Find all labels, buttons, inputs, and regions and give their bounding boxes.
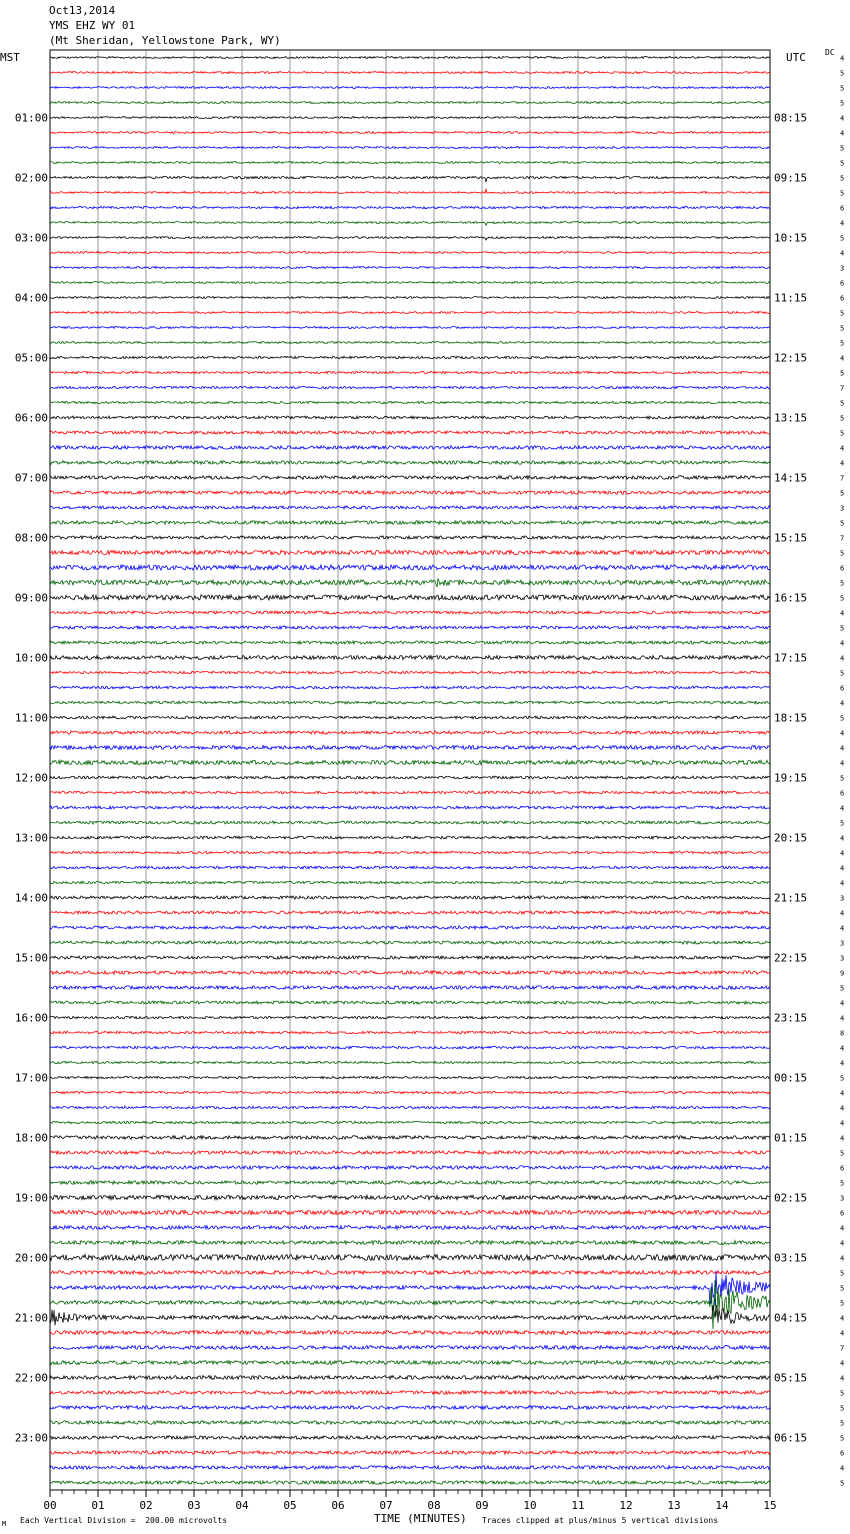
seismic-trace [50,760,770,764]
seismic-trace [50,1466,770,1470]
dc-offset-label: 4 [840,909,845,918]
seismic-trace [50,866,770,869]
dc-offset-label: 6 [840,1209,845,1218]
mst-hour-label: 06:00 [14,411,48,425]
x-tick-label: 04 [235,1499,249,1512]
dc-offset-label: 4 [840,1374,845,1383]
seismic-trace [50,565,770,570]
dc-offset-label: 5 [840,84,845,93]
plot-frame [50,50,770,1490]
seismic-trace [50,431,770,434]
dc-offset-label: 5 [840,399,845,408]
dc-offset-label: 5 [840,99,845,108]
dc-offset-label: 4 [840,1119,845,1128]
utc-hour-label: 02:15 [774,1191,808,1205]
dc-offset-label: 5 [840,1299,845,1308]
seismic-trace [50,189,770,194]
seismic-trace [50,956,770,959]
seismic-trace [50,941,770,944]
x-tick-label: 07 [379,1499,393,1512]
seismic-trace [50,821,770,824]
seismic-trace [50,1436,770,1440]
seismic-trace [50,1195,770,1199]
seismic-trace [50,117,770,119]
dc-offset-label: 6 [840,279,845,288]
dc-offset-label: 5 [840,159,845,168]
dc-offset-label: 5 [840,1269,845,1278]
x-tick-label: 03 [187,1499,201,1512]
x-tick-label: 06 [331,1499,345,1512]
mst-hour-label: 14:00 [14,891,48,905]
mst-hour-label: 05:00 [14,351,48,365]
seismic-trace [50,1346,770,1350]
dc-offset-label: 5 [840,819,845,828]
seismic-trace [50,701,770,704]
seismic-trace [50,222,770,226]
header-date: Oct13,2014 [49,4,116,17]
seismic-trace [50,1391,770,1395]
seismic-trace [50,461,770,465]
seismic-trace [50,312,770,314]
seismic-trace [50,776,770,779]
dc-offset-label: 5 [840,714,845,723]
seismic-trace [50,550,770,554]
dc-offset-label: 4 [840,864,845,873]
utc-hour-label: 15:15 [774,531,808,545]
dc-offset-label: 4 [840,1314,845,1323]
mst-hour-label: 21:00 [14,1311,48,1325]
seismic-trace [50,1031,770,1034]
dc-offset-label: 5 [840,1434,845,1443]
seismic-trace [50,72,770,74]
dc-offset-label: 7 [840,534,845,543]
x-tick-label: 14 [715,1499,729,1512]
dc-offset-label: 7 [840,1344,845,1353]
mst-hour-label: 09:00 [14,591,48,605]
seismic-trace [50,1166,770,1170]
seismic-trace [50,87,770,89]
dc-offset-label: 4 [840,1224,845,1233]
dc-offset-label: 4 [840,729,845,738]
seismic-trace [50,252,770,254]
utc-label: UTC [786,51,806,64]
dc-offset-label: 4 [840,459,845,468]
seismic-trace [50,1376,770,1380]
seismic-trace [50,971,770,975]
seismic-trace [50,911,770,914]
dc-offset-label: 5 [840,984,845,993]
dc-offset-label: 4 [840,1104,845,1113]
mst-hour-label: 18:00 [14,1131,48,1145]
dc-offset-label: 4 [840,1089,845,1098]
utc-hour-label: 12:15 [774,351,808,365]
seismic-trace [50,716,770,719]
utc-hour-label: 01:15 [774,1131,808,1145]
dc-offset-label: 6 [840,204,845,213]
seismic-trace [50,327,770,329]
dc-offset-label: 4 [840,1254,845,1263]
x-tick-label: 08 [427,1499,441,1512]
dc-offset-label: 6 [840,1449,845,1458]
dc-offset-label: 3 [840,939,845,948]
seismic-trace [50,1076,770,1078]
seismic-trace [50,791,770,794]
dc-offset-label: 5 [840,519,845,528]
seismic-trace [50,896,770,899]
seismic-trace [50,926,770,929]
clip-note: Traces clipped at plus/minus 5 vertical divisions [482,1516,719,1525]
dc-offset-label: 4 [840,639,845,648]
seismic-trace [50,1106,770,1109]
utc-hour-label: 23:15 [774,1011,808,1025]
x-tick-label: 10 [523,1499,537,1512]
dc-offset-label: 4 [840,834,845,843]
dc-offset-label: 5 [840,174,845,183]
mst-hour-label: 07:00 [14,471,48,485]
dc-offset-label: 5 [840,69,845,78]
seismic-trace [50,282,770,284]
dc-offset-label: 5 [840,324,845,333]
seismic-trace [50,1001,770,1004]
utc-hour-label: 22:15 [774,951,808,965]
seismic-trace [50,237,770,241]
mst-hour-label: 15:00 [14,951,48,965]
dc-offset-label: 4 [840,924,845,933]
dc-offset-label: 5 [840,1419,845,1428]
mst-hour-label: 19:00 [14,1191,48,1205]
utc-hour-label: 17:15 [774,651,808,665]
utc-hour-label: 19:15 [774,771,808,785]
mst-hour-label: 03:00 [14,231,48,245]
seismic-trace [50,595,770,600]
dc-offset-label: 5 [840,1074,845,1083]
utc-hour-label: 14:15 [774,471,808,485]
seismic-trace [50,1331,770,1335]
seismic-trace [50,1181,770,1185]
dc-offset-label: 4 [840,654,845,663]
seismic-trace [50,1091,770,1093]
seismic-trace [50,386,770,388]
seismic-trace [50,1210,770,1214]
seismic-trace [50,147,770,149]
dc-offset-label: 3 [840,894,845,903]
dc-offset-label: 4 [840,609,845,618]
seismic-trace [50,476,770,480]
mst-hour-label: 17:00 [14,1071,48,1085]
seismic-trace [50,176,770,182]
x-tick-label: 00 [43,1499,57,1512]
dc-offset-label: 5 [840,144,845,153]
dc-offset-label: 7 [840,474,845,483]
seismic-trace [50,641,770,644]
seismic-trace [50,626,770,629]
dc-offset-label: 4 [840,249,845,258]
dc-offset-label: 4 [840,54,845,63]
seismic-trace [50,731,770,734]
dc-offset-label: 8 [840,1029,845,1038]
mst-hour-label: 04:00 [14,291,48,305]
seismic-trace [50,521,770,525]
seismic-trace [50,836,770,839]
x-tick-label: 15 [763,1499,777,1512]
dc-offset-label: 5 [840,624,845,633]
seismic-trace [50,1121,770,1124]
utc-hour-label: 04:15 [774,1311,808,1325]
dc-offset-label: 4 [840,1464,845,1473]
seismic-trace [50,1421,770,1425]
seismic-trace [50,1151,770,1155]
seismic-trace [50,1271,770,1275]
dc-offset-label: 4 [840,219,845,228]
dc-label: DC [825,48,835,57]
x-tick-label: 01 [91,1499,105,1512]
seismic-trace [50,267,770,269]
dc-offset-label: 5 [840,489,845,498]
dc-offset-label: 6 [840,294,845,303]
dc-offset-label: 5 [840,369,845,378]
seismic-trace [50,1305,770,1325]
dc-offset-label: 3 [840,264,845,273]
utc-hour-label: 10:15 [774,231,808,245]
dc-offset-label: 4 [840,114,845,123]
dc-offset-label: 3 [840,1194,845,1203]
header-location: (Mt Sheridan, Yellowstone Park, WY) [49,34,281,47]
utc-hour-label: 05:15 [774,1371,808,1385]
mst-hour-label: 13:00 [14,831,48,845]
mst-hour-label: 20:00 [14,1251,48,1265]
seismic-trace [50,356,770,359]
dc-offset-label: 4 [840,1239,845,1248]
seismic-trace [50,132,770,134]
seismic-trace [50,1241,770,1245]
dc-offset-label: 5 [840,309,845,318]
seismic-trace [50,102,770,104]
utc-hour-label: 03:15 [774,1251,808,1265]
dc-offset-label: 4 [840,1059,845,1068]
x-tick-label: 02 [139,1499,153,1512]
seismic-trace [50,506,770,509]
utc-hour-label: 09:15 [774,171,808,185]
mst-label: MST [0,51,20,64]
utc-hour-label: 08:15 [774,111,808,125]
header-station: YMS EHZ WY 01 [49,19,136,32]
x-tick-label: 12 [619,1499,633,1512]
utc-hour-label: 21:15 [774,891,808,905]
dc-offset-label: 5 [840,1389,845,1398]
dc-offset-label: 4 [840,759,845,768]
x-axis-label: TIME (MINUTES) [374,1512,467,1525]
dc-offset-label: 5 [840,774,845,783]
scale-note: Each Vertical Division = 200.00 microvolts [20,1516,228,1525]
seismic-trace [50,1136,770,1140]
dc-offset-label: 4 [840,1329,845,1338]
x-tick-label: 11 [571,1499,585,1512]
seismic-trace [50,986,770,990]
mst-hour-label: 01:00 [14,111,48,125]
dc-offset-label: 6 [840,789,845,798]
seismic-trace [50,1481,770,1485]
seismic-trace [50,1406,770,1410]
seismic-trace [50,686,770,689]
utc-hour-label: 06:15 [774,1431,808,1445]
seismic-trace [50,1255,770,1261]
dc-offset-label: 3 [840,954,845,963]
x-tick-label: 09 [475,1499,489,1512]
utc-hour-label: 00:15 [774,1071,808,1085]
dc-offset-label: 3 [840,504,845,513]
seismic-trace [50,491,770,495]
dc-offset-label: 4 [840,1044,845,1053]
utc-hour-label: 20:15 [774,831,808,845]
seismic-trace [50,1226,770,1230]
seismic-trace [50,1451,770,1455]
seismic-trace [50,401,770,403]
seismic-trace [50,611,770,614]
mst-hour-label: 16:00 [14,1011,48,1025]
seismic-trace [50,536,770,539]
mst-hour-label: 11:00 [14,711,48,725]
seismic-trace [50,446,770,450]
dc-offset-label: 5 [840,579,845,588]
x-tick-label: 05 [283,1499,297,1512]
dc-offset-label: 4 [840,1359,845,1368]
utc-hour-label: 18:15 [774,711,808,725]
utc-hour-label: 13:15 [774,411,808,425]
utc-hour-label: 11:15 [774,291,808,305]
mst-hour-label: 23:00 [14,1431,48,1445]
seismic-trace [50,206,770,208]
mst-hour-label: 10:00 [14,651,48,665]
seismic-trace [50,1061,770,1063]
dc-offset-label: 9 [840,969,845,978]
corner-mark: M [2,1520,7,1528]
seismic-trace [50,671,770,674]
seismic-trace [50,656,770,660]
dc-offset-label: 4 [840,129,845,138]
dc-offset-label: 5 [840,414,845,423]
seismic-trace [50,297,770,299]
dc-offset-label: 4 [840,354,845,363]
dc-offset-label: 5 [840,1404,845,1413]
x-tick-label: 13 [667,1499,681,1512]
dc-offset-label: 5 [840,1284,845,1293]
utc-hour-label: 16:15 [774,591,808,605]
dc-offset-label: 4 [840,444,845,453]
seismic-trace [50,881,770,884]
seismic-trace [50,851,770,854]
mst-hour-label: 12:00 [14,771,48,785]
mst-hour-label: 08:00 [14,531,48,545]
seismic-trace [50,342,770,344]
dc-offset-label: 4 [840,1134,845,1143]
seismic-trace [50,416,770,419]
dc-offset-label: 4 [840,879,845,888]
dc-offset-label: 5 [840,189,845,198]
mst-hour-label: 22:00 [14,1371,48,1385]
seismic-trace [50,57,770,59]
dc-offset-label: 4 [840,999,845,1008]
dc-offset-label: 5 [840,594,845,603]
seismic-trace [50,746,770,750]
dc-offset-label: 4 [840,699,845,708]
dc-offset-label: 5 [840,1479,845,1488]
dc-offset-label: 7 [840,384,845,393]
dc-offset-label: 6 [840,564,845,573]
mst-hour-label: 02:00 [14,171,48,185]
dc-offset-label: 5 [840,1149,845,1158]
dc-offset-label: 5 [840,1179,845,1188]
dc-offset-label: 5 [840,339,845,348]
seismic-trace [50,371,770,373]
dc-offset-label: 6 [840,1164,845,1173]
dc-offset-label: 5 [840,429,845,438]
dc-offset-label: 4 [840,1014,845,1023]
seismic-trace [50,1046,770,1049]
dc-offset-label: 4 [840,744,845,753]
seismic-trace [50,806,770,809]
seismic-trace [50,579,770,587]
dc-offset-label: 4 [840,849,845,858]
seismic-trace [50,1016,770,1019]
seismic-trace [50,1361,770,1365]
seismic-trace [50,162,770,164]
dc-offset-label: 5 [840,549,845,558]
dc-offset-label: 5 [840,669,845,678]
dc-offset-label: 4 [840,804,845,813]
dc-offset-label: 5 [840,234,845,243]
dc-offset-label: 6 [840,684,845,693]
